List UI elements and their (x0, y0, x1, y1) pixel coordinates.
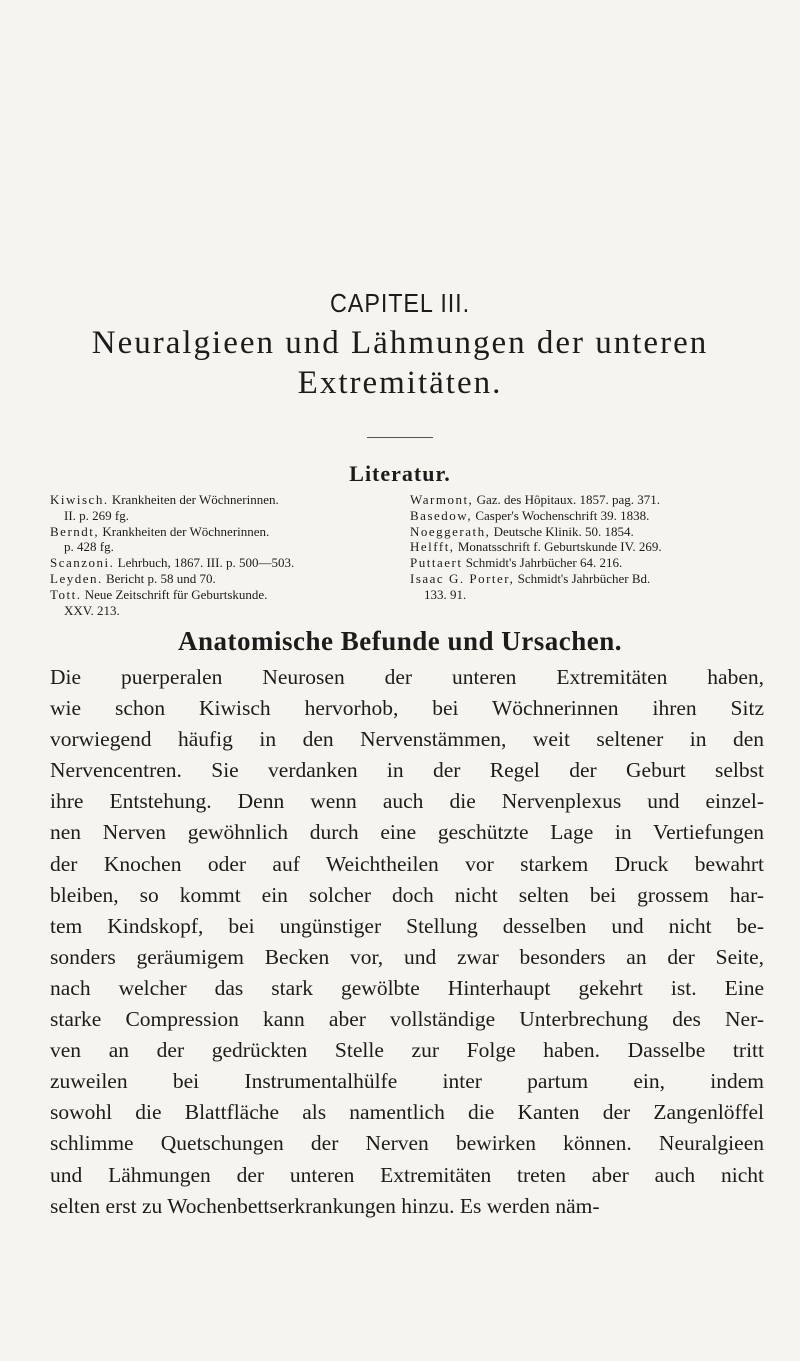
body-line: selten erst zu Wochenbettserkrankungen hinzu. Es werden näm- (50, 1193, 600, 1218)
body-line: nach welcher das stark gewölbte Hinterhaupt gekehrt ist. Eine (50, 975, 764, 1000)
literature-reference: Bericht p. 58 und 70. (102, 570, 216, 586)
literature-author: Warmont, (410, 492, 474, 507)
body-line: sowohl die Blattfläche als namentlich die Kanten der Zangenlöffel (50, 1100, 764, 1125)
body-line: ven an der gedrückten Stelle zur Folge haben. Dasselbe tritt (50, 1038, 764, 1063)
literature-reference: Neue Zeitschrift für Geburtskunde. (81, 586, 268, 602)
section-title: Anatomische Befunde und Ursachen. (177, 626, 623, 656)
literature-entry (410, 571, 782, 603)
literature-reference: Schmidt's Jahrbücher Bd. (514, 570, 651, 586)
literature-reference-continued: 133. 91. (424, 586, 467, 602)
body-line: bleiben, so kommt ein solcher doch nicht selten bei grossem har- (50, 882, 764, 907)
literature-entry (50, 571, 400, 587)
chapter-heading-line-1: Neuralgieen und Lähmungen der unteren (91, 325, 709, 361)
literature-entry (50, 492, 400, 524)
literature-reference-continued: p. 428 fg. (64, 539, 114, 555)
literature-author: Isaac G. Porter, (410, 570, 515, 586)
body-line: schlimme Quetschungen der Nerven bewirken können. Neuralgieen (50, 1131, 764, 1156)
literature-reference: Monatsschrift f. Geburtskunde IV. 269. (454, 539, 662, 555)
literature-author: Kiwisch. (50, 492, 109, 507)
literature-author: Leyden. (50, 570, 103, 586)
body-line: Nervencentren. Sie verdanken in der Regel der Geburt selbst (50, 758, 764, 783)
literature-entry (410, 524, 782, 540)
literature-entry (410, 508, 782, 524)
literature-reference: Schmidt's Jahrbücher 64. 216. (462, 555, 623, 571)
literature-list-left (50, 492, 400, 618)
chapter-heading (40, 323, 760, 403)
body-text (50, 662, 764, 1222)
literature-entry (50, 587, 400, 619)
literature-entry (50, 524, 400, 556)
chapter-label: CAPITEL III. (330, 288, 470, 318)
body-line: Die puerperalen Neurosen der unteren Extremitäten haben, (50, 665, 764, 689)
literature-author: Helfft, (410, 539, 455, 555)
literature-reference-continued: XXV. 213. (64, 602, 120, 618)
literature-entry (50, 555, 400, 571)
body-line: zuweilen bei Instrumentalhülfe inter partum ein, indem (50, 1069, 764, 1094)
body-line: und Lähmungen der unteren Extremitäten treten aber auch nicht (50, 1162, 764, 1187)
literature-reference-continued: II. p. 269 fg. (64, 507, 129, 523)
body-line: wie schon Kiwisch hervorhob, bei Wöchnerinnen ihren Sitz (50, 696, 764, 721)
literature-list-right (410, 492, 782, 603)
literature-reference: Lehrbuch, 1867. III. p. 500—503. (114, 555, 295, 571)
body-line: sonders geräumigem Becken vor, und zwar besonders an der Seite, (50, 944, 764, 969)
chapter-heading-line-2: Extremitäten. (297, 365, 503, 401)
literature-title: Literatur. (349, 461, 451, 486)
literature-reference: Casper's Wochenschrift 39. 1838. (472, 507, 650, 523)
literature-author: Tott. (50, 586, 82, 602)
body-line: starke Compression kann aber vollständige Unterbrechung des Ner- (50, 1007, 764, 1032)
literature-reference: Krankheiten der Wöchnerinnen. (108, 492, 279, 507)
literature-author: Berndt, (50, 523, 100, 539)
body-line: ihre Entstehung. Denn wenn auch die Nervenplexus und einzel- (50, 789, 764, 814)
literature-entry (410, 492, 782, 508)
body-line: vorwiegend häufig in den Nervenstämmen, weit seltener in den (50, 727, 764, 752)
literature-author: Noeggerath, (410, 523, 491, 539)
literature-author: Basedow, (410, 507, 473, 523)
body-line: der Knochen oder auf Weichtheilen vor starkem Druck bewahrt (50, 851, 764, 876)
literature-reference: Deutsche Klinik. 50. 1854. (490, 523, 634, 539)
literature-entry (410, 539, 782, 555)
literature-author: Scanzoni. (50, 555, 115, 571)
literature-reference: Krankheiten der Wöchnerinnen. (99, 523, 270, 539)
separator-rule (367, 437, 433, 438)
body-line: nen Nerven gewöhnlich durch eine geschützte Lage in Vertiefungen (50, 820, 764, 845)
literature-entry (410, 555, 782, 571)
literature-reference: Gaz. des Hôpitaux. 1857. pag. 371. (473, 492, 660, 507)
literature-author: Puttaert (410, 555, 463, 571)
body-line: tem Kindskopf, bei ungünstiger Stellung desselben und nicht be- (50, 913, 764, 938)
